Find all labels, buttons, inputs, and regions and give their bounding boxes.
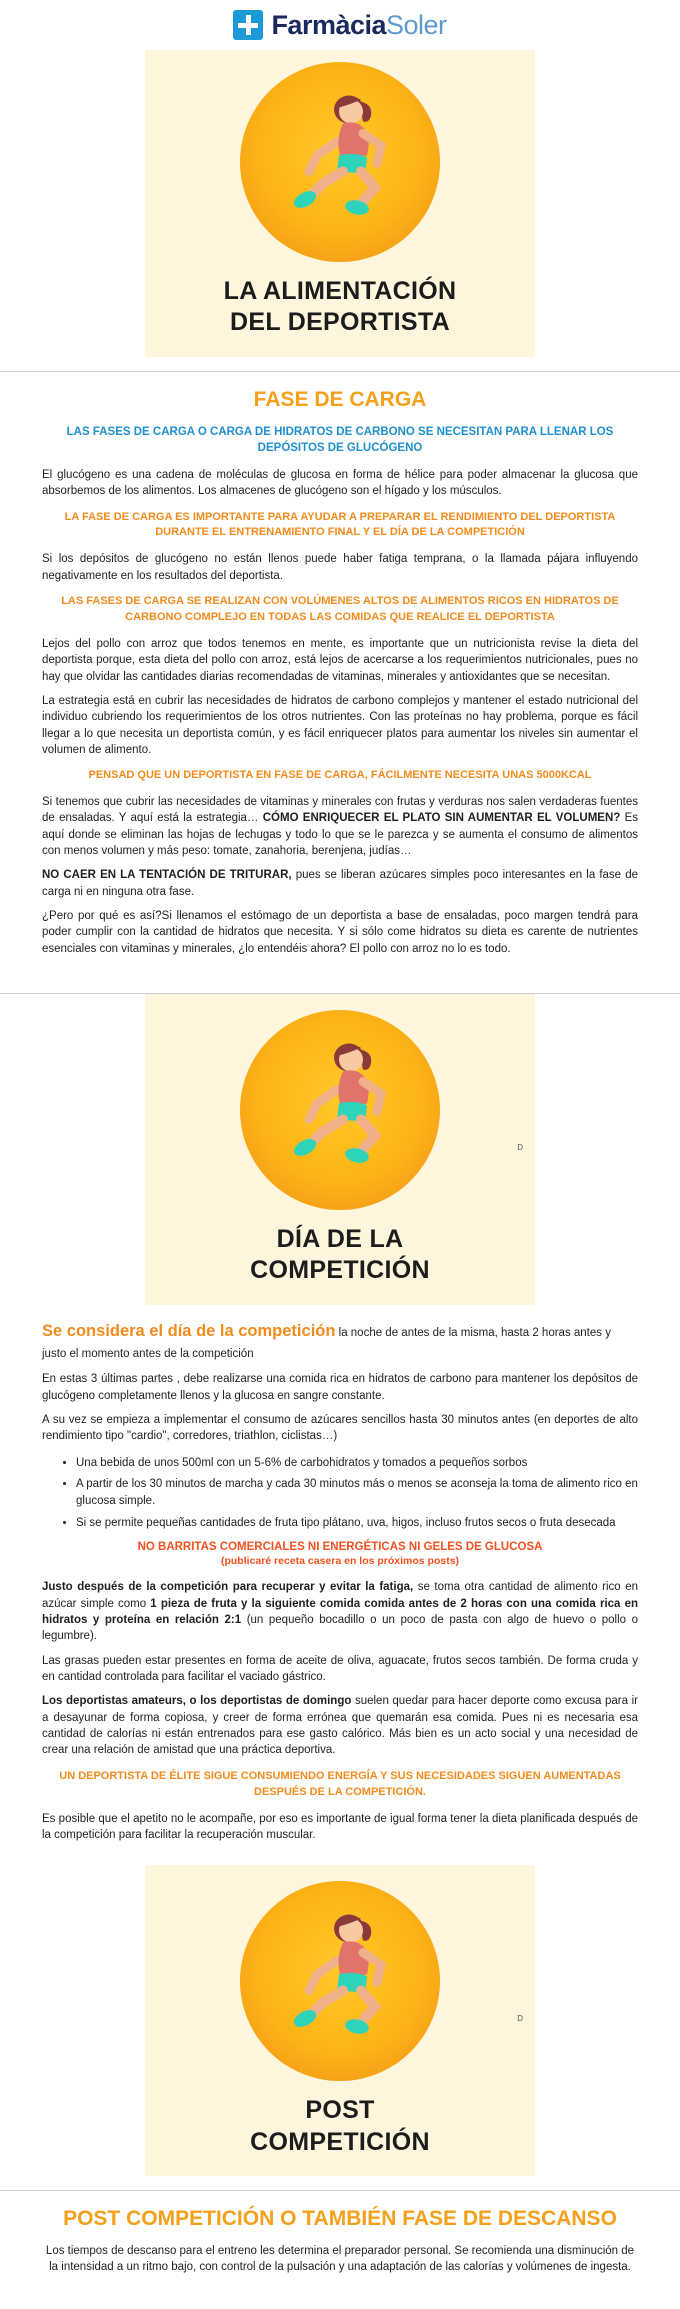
hero-title-2-line1: DÍA DE LA — [276, 1225, 404, 1254]
hero-banner-post-competicion — [145, 1865, 535, 2176]
hero-title-3-line2: COMPETICIÓN — [250, 2127, 430, 2156]
hero-corner-mark-2: D — [517, 1143, 523, 1153]
paragraph-vitaminas-part1: Si tenemos que cubrir las necesidades de vitaminas y minerales con frutas y verduras nos salen verdaderas fuentes de ensaladas. Y aquí está la estrategia… — [42, 796, 638, 825]
paragraph-recuperar-bold2: 1 pieza de fruta y la siguiente comida comida antes de 2 horas con una comida rica en hidratos y proteína en relación 2:1 — [42, 1597, 638, 1627]
running-woman-illustration — [265, 1028, 415, 1193]
paragraph-tres-partes: En estas 3 últimas partes , debe realizarse una comida rica en hidratos de carbono para mantener los depósitos de glucógeno completamente llenos y la glucosa en sangre constante. — [42, 1373, 638, 1402]
hero-title-3 — [145, 2095, 535, 2158]
highlight-carga-3: LAS FASES DE CARGA SE REALIZAN CON VOLÚMENES ALTOS DE ALIMENTOS RICOS EN HIDRATOS DE CARBONO COMPLEJO EN TODAS LAS COMIDAS QUE REALICE EL DEPORTISTA — [61, 595, 619, 623]
note-no-barritas: NO BARRITAS COMERCIALES NI ENERGÉTICAS NI GELES DE GLUCOSA — [137, 1541, 543, 1554]
paragraph-recuperar — [42, 1579, 638, 1644]
paragraph-descanso: Los tiempos de descanso para el entreno les determina el preparador personal. Se recomienda una disminución de la intensidad a un ritmo bajo, con control de la pulsación y una adaptación de las calorías y volúmenes de ingesta. — [45, 2244, 635, 2274]
heading-dia-competicion — [42, 1321, 638, 1364]
list-item: • Una bebida de unos 500ml con un 5-6% de carbohidratos y tomados a pequeños sorbos — [76, 1455, 638, 1472]
paragraph-triturar-rest: pues se liberan azúcares simples poco interesantes en la fase de carga ni en ninguna otra fase. — [42, 869, 638, 898]
paragraph-vitaminas-bold: CÓMO ENRIQUECER EL PLATO SIN AUMENTAR EL VOLUMEN? — [262, 812, 621, 825]
paragraph-glucogeno: El glucógeno es una cadena de moléculas de glucosa en forma de hélice para poder almacenar la glucosa que absorbemos de los alimentos. Los almacenes de glucógeno son el hígado y los músculos. — [42, 468, 638, 498]
hero-circle-1 — [240, 62, 440, 262]
list-recomendaciones — [42, 1455, 638, 1532]
section-post-competicion — [0, 2207, 680, 2276]
paragraph-azucares: A su vez se empieza a implementar el consumo de azúcares sencillos hasta 30 minutos antes (en deportes de alto rendimiento tipo "cardio", corredores, triathlon, ciclistas…) — [42, 1414, 638, 1443]
list-item: • A partir de los 30 minutos de marcha y cada 30 minutos más o menos se aconseja la toma de alimento rico en glucosa simple. — [76, 1476, 638, 1509]
brand-name-light: Soler — [386, 9, 447, 40]
section-fase-de-carga — [0, 388, 680, 958]
hero-title-1-line1: LA ALIMENTACIÓN — [223, 277, 457, 305]
brand-logo[interactable] — [233, 10, 446, 41]
highlight-carga-2: LA FASE DE CARGA ES IMPORTANTE PARA AYUDAR A PREPARAR EL RENDIMIENTO DEL DEPORTISTA DURANTE EL ENTRENAMIENTO FINAL Y EL DÍA DE LA COMPETICIÓN — [64, 510, 616, 539]
paragraph-amateurs — [42, 1693, 638, 1758]
hero-circle-3 — [240, 1881, 440, 2081]
hero-title-3-line1: POST — [305, 2096, 375, 2125]
running-woman-illustration — [265, 1899, 415, 2064]
hero-circle-2 — [240, 1010, 440, 1210]
divider-1 — [0, 371, 680, 372]
paragraph-estrategia: La estrategia está en cubrir las necesidades de hidratos de carbono complejos y mantener el estado nutricional del individuo cubriendo los requerimientos de los otros nutrientes. Con las proteínas no hay problema, porque es fácil llegar a lo que necesita un deportista común, y es fácil enriquecer platos para aumentar los niveles sin aumentar el volumen de alimento. — [42, 694, 638, 756]
brand-name — [271, 10, 446, 41]
brand-name-bold: Farmàcia — [271, 9, 387, 40]
paragraph-grasas: Las grasas pueden estar presentes en forma de aceite de oliva, aguacate, frutos secos también. De forma cruda y en cantidad controlada para facilitar el vaciado gástrico. — [42, 1654, 638, 1684]
pharmacy-cross-icon — [233, 10, 263, 40]
hero-banner-alimentacion — [145, 50, 535, 357]
paragraph-depositos: Si los depósitos de glucógeno no están llenos puede haber fatiga temprana, o la llamada pájara influyendo negativamente en los resultados del deportista. — [42, 553, 638, 582]
highlight-carga-4: PENSAD QUE UN DEPORTISTA EN FASE DE CARGA, FÁCILMENTE NECESITA UNAS 5000KCAL — [88, 769, 592, 782]
heading-dia-competicion-tail: la noche de antes de la misma, hasta 2 horas antes y justo el momento antes de la competición — [42, 1326, 611, 1361]
paragraph-triturar — [42, 867, 638, 900]
highlight-carga-1: LAS FASES DE CARGA O CARGA DE HIDRATOS DE CARBONO SE NECESITAN PARA LLENAR LOS DEPÓSITOS DE GLUCÓGENO — [66, 425, 614, 455]
highlight-elite: UN DEPORTISTA DE ÉLITE SIGUE CONSUMIENDO ENERGÍA Y SUS NECESIDADES SIGUEN AUMENTADAS DESPUÉS DE LA COMPETICIÓN. — [59, 1769, 621, 1798]
hero-title-2 — [145, 1224, 535, 1287]
paragraph-amateurs-bold: Los deportistas amateurs, o los deportistas de domingo — [42, 1695, 352, 1708]
hero-banner-dia-competicion — [145, 994, 535, 1305]
paragraph-recuperar-bold1: Justo después de la competición para recuperar y evitar la fatiga, — [42, 1581, 414, 1594]
paragraph-pollo-arroz: Lejos del pollo con arroz que todos tenemos en mente, es importante que un nutricionista revise la dieta del deportista porque, esta dieta del pollo con arroz, está lejos de acercarse a los requerimientos nutricionales, pues no hay que olvidar las cantidades diarias recomendadas de vitaminas, minerales y antioxidantes que se necesitan. — [42, 637, 638, 683]
paragraph-porque: ¿Pero por qué es así?Si llenamos el estómago de un deportista a base de ensaladas, poco margen tendrá para poder cumplir con la cantidad de hidratos que necesita. Y si sólo come hidratos su dieta es carente de nutrientes esenciales con vitaminas y minerales, ¿lo entendéis ahora? El pollo con arroz no lo es todo. — [42, 910, 638, 955]
site-header — [0, 0, 680, 50]
paragraph-amateurs-rest: suelen quedar para hacer deporte como excusa para ir a desayunar de forma copiosa, y creer de forma errónea que quemarán esa comida. Pues ni es necesaria esa cantidad de calorías ni están entrenados para ese gasto calórico. Más bien es un acto social y una necesidad de crear una relación de amistad que una práctica deportiva. — [42, 1695, 638, 1757]
section-title-post-competicion: POST COMPETICIÓN O TAMBIÉN FASE DE DESCANSO — [63, 2206, 617, 2230]
paragraph-recuperar-mid2: (un pequeño bocadillo o un poco de pasta con algo de huevo o pollo o legumbre). — [42, 1614, 638, 1643]
list-item: • Si se permite pequeñas cantidades de fruta tipo plátano, uva, higos, incluso frutos secos o fruta desecada — [76, 1515, 638, 1532]
paragraph-vitaminas-part2: Es aquí donde se eliminan las hojas de lechugas y todo lo que se le parezca y se aumenta el consumo de alimentos con menos volumen y más peso: tomate, zanahoria, berenjena, judías… — [42, 812, 639, 858]
section-dia-competicion — [0, 1321, 680, 1844]
section-title-fase-carga: FASE DE CARGA — [253, 387, 427, 411]
paragraph-vitaminas — [42, 794, 638, 859]
hero-title-2-line2: COMPETICIÓN — [250, 1256, 430, 1285]
paragraph-apetito: Es posible que el apetito no le acompañe, por eso es importante de igual forma tener la dieta planificada después de la competición para facilitar la recuperación muscular. — [42, 1812, 638, 1841]
hero-title-1-line2: DEL DEPORTISTA — [230, 308, 450, 337]
paragraph-recuperar-mid1: se toma otra cantidad de alimento rico en azúcar simple como — [42, 1581, 638, 1610]
note-receta-casera: (publicaré receta casera en los próximos posts) — [220, 1555, 460, 1568]
divider-3 — [0, 2190, 680, 2191]
paragraph-triturar-bold: NO CAER EN LA TENTACIÓN DE TRITURAR, — [42, 869, 292, 882]
hero-title-1 — [145, 276, 535, 339]
running-woman-illustration — [265, 80, 415, 245]
hero-corner-mark-3: D — [517, 2014, 523, 2024]
heading-dia-competicion-main: Se considera el día de la competición — [42, 1321, 336, 1340]
